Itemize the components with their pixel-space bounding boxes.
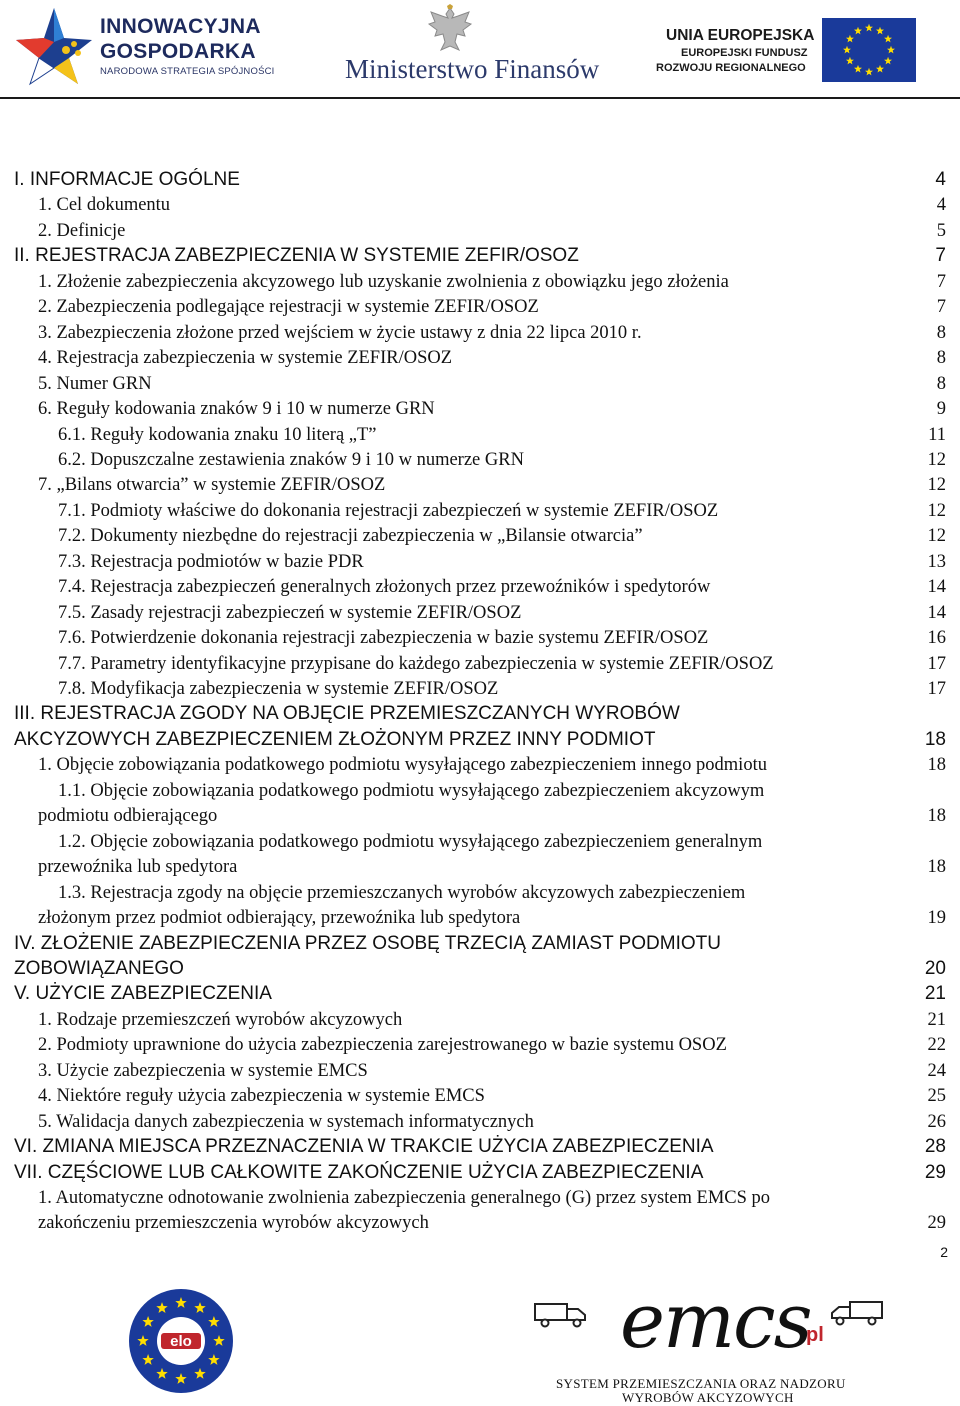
ministry-name: Ministerstwo Finansów — [345, 54, 600, 84]
toc-entry[interactable] — [0, 523, 960, 549]
toc-entry-page: 18 — [927, 857, 946, 878]
toc-entry[interactable] — [0, 498, 960, 524]
toc-entry[interactable] — [0, 269, 960, 295]
toc-entry-page: 4 — [935, 169, 946, 190]
toc-entry[interactable] — [0, 727, 960, 753]
toc-entry[interactable] — [0, 1109, 960, 1135]
toc-entry-title: 7. „Bilans otwarcia” w systemie ZEFIR/OSOZ — [38, 475, 386, 496]
eu-logo-line1: UNIA EUROPEJSKA — [666, 27, 815, 44]
toc-entry[interactable] — [0, 829, 960, 855]
toc-entry-page: 18 — [927, 755, 946, 776]
innovation-logo-line1: INNOWACYJNA — [100, 15, 261, 38]
toc-entry-page: 26 — [927, 1111, 946, 1132]
toc-entry-title: 1. Automatyczne odnotowanie zwolnienia zabezpieczenia generalnego (G) przez system EMCS po — [38, 1188, 771, 1208]
toc-entry-page: 28 — [924, 1136, 946, 1158]
eu-logo-line3: ROZWOJU REGIONALNEGO — [656, 62, 806, 74]
toc-entry-page: 17 — [927, 679, 946, 699]
toc-entry-page: 7 — [935, 245, 946, 267]
page-number: 2 — [940, 1244, 948, 1260]
toc-entry-page: 19 — [927, 908, 946, 929]
toc-entry[interactable] — [0, 320, 960, 346]
toc-entry-title: II. REJESTRACJA ZABEZPIECZENIA W SYSTEMIE ZEFIR/OSOZ — [14, 245, 579, 267]
toc-entry-title: VI. ZMIANA MIEJSCA PRZEZNACZENIA W TRAKCIE UŻYCIA ZABEZPIECZENIA — [14, 1136, 714, 1158]
toc-entry-title: AKCYZOWYCH ZABEZPIECZENIEM ZŁOŻONYM PRZEZ INNY PODMIOT — [14, 728, 656, 750]
toc-entry-page: 24 — [927, 1060, 946, 1081]
toc-entry[interactable] — [0, 192, 960, 218]
toc-entry[interactable] — [0, 931, 960, 957]
toc-entry-title: 6.2. Dopuszczalne zestawienia znaków 9 i 10 w numerze GRN — [58, 449, 524, 470]
toc-entry-title: 7.6. Potwierdzenie dokonania rejestracji zabezpieczenia w bazie systemu ZEFIR/OSOZ — [58, 628, 709, 649]
toc-entry[interactable] — [0, 1007, 960, 1033]
toc-entry-title: 3. Użycie zabezpieczenia w systemie EMCS — [38, 1060, 368, 1081]
toc-entry-page: 16 — [927, 628, 946, 649]
toc-entry-title: VII. CZĘŚCIOWE LUB CAŁKOWITE ZAKOŃCZENIE UŻYCIA ZABEZPIECZENIA — [14, 1161, 704, 1183]
toc-entry-page: 8 — [936, 348, 946, 369]
toc-entry[interactable] — [0, 167, 960, 193]
toc-entry-title: 2. Podmioty uprawnione do użycia zabezpieczenia zarejestrowanego w bazie systemu OSOZ — [38, 1035, 727, 1056]
eu-logo-line2: EUROPEJSKI FUNDUSZ — [681, 47, 808, 59]
toc-entry-page: 18 — [924, 728, 946, 750]
toc-entry[interactable] — [0, 676, 960, 702]
truck-icon — [533, 1300, 589, 1328]
toc-entry-page: 21 — [924, 983, 946, 1005]
toc-entry-title: 1.2. Objęcie zobowiązania podatkowego podmiotu wysyłającego zabezpieczeniem generalnym — [58, 831, 763, 852]
toc-entry-title: 7.2. Dokumenty niezbędne do rejestracji zabezpieczenia w „Bilansie otwarcia” — [58, 526, 643, 547]
toc-entry-title: 7.5. Zasady rejestracji zabezpieczeń w systemie ZEFIR/OSOZ — [58, 602, 522, 623]
toc-entry-title: 1. Złożenie zabezpieczenia akcyzowego lub uzyskanie zwolnienia z obowiązku jego złożenia — [38, 271, 729, 292]
toc-entry[interactable] — [0, 905, 960, 931]
emcs-caption-line1: SYSTEM PRZEMIESZCZANIA ORAZ NADZORU — [556, 1376, 846, 1391]
toc-entry-page: 7 — [936, 271, 946, 292]
toc-entry-page: 29 — [924, 1161, 946, 1183]
elo-label: elo — [170, 1333, 192, 1350]
toc-entry[interactable] — [0, 1032, 960, 1058]
toc-entry[interactable] — [0, 1134, 960, 1160]
toc-entry[interactable] — [0, 574, 960, 600]
toc-entry[interactable] — [0, 218, 960, 244]
toc-entry-title: 4. Niektóre reguły użycia zabezpieczenia w systemie EMCS — [38, 1086, 485, 1107]
toc-entry-title: I. INFORMACJE OGÓLNE — [14, 169, 240, 190]
toc-entry-page: 11 — [928, 424, 946, 445]
toc-entry-page: 12 — [927, 526, 946, 547]
toc-entry-title: 1.3. Rejestracja zgody na objęcie przemieszczanych wyrobów akcyzowych zabezpieczeniem — [58, 882, 746, 903]
document-header — [0, 0, 960, 100]
toc-entry-title: 7.3. Rejestracja podmiotów w bazie PDR — [58, 551, 364, 572]
toc-entry-title: 3. Zabezpieczenia złożone przed wejściem w życie ustawy z dnia 22 lipca 2010 r. — [38, 322, 642, 343]
toc-entry-title: III. REJESTRACJA ZGODY NA OBJĘCIE PRZEMIESZCZANYCH WYROBÓW — [14, 703, 680, 725]
toc-entry[interactable] — [0, 371, 960, 397]
truck-icon — [828, 1298, 884, 1326]
toc-entry-title: 1. Rodzaje przemieszczeń wyrobów akcyzowych — [38, 1009, 403, 1030]
toc-entry-title: zakończeniu przemieszczenia wyrobów akcyzowych — [38, 1213, 429, 1234]
toc-entry-page: 8 — [936, 322, 946, 343]
toc-entry[interactable] — [0, 345, 960, 371]
toc-entry[interactable] — [0, 854, 960, 880]
toc-entry-page: 20 — [924, 957, 946, 979]
toc-entry[interactable] — [0, 472, 960, 498]
toc-entry[interactable] — [0, 447, 960, 473]
toc-entry-page: 12 — [927, 500, 946, 521]
toc-entry-title: 7.1. Podmioty właściwe do dokonania rejestracji zabezpieczeń w systemie ZEFIR/OSOZ — [58, 500, 719, 521]
toc-entry[interactable] — [0, 1185, 960, 1211]
toc-entry-page: 8 — [936, 373, 946, 394]
toc-entry-page: 4 — [936, 195, 946, 216]
toc-entry-title: 1. Cel dokumentu — [38, 195, 171, 216]
toc-entry-page: 12 — [927, 475, 946, 496]
toc-entry[interactable] — [0, 625, 960, 651]
toc-entry-page: 12 — [927, 449, 946, 470]
toc-entry-title: 7.7. Parametry identyfikacyjne przypisane do każdego zabezpieczenia w systemie ZEFIR/OSOZ — [58, 653, 774, 674]
toc-entry-title: 7.4. Rejestracja zabezpieczeń generalnych złożonych przez przewoźników i spedytorów — [58, 577, 711, 598]
emcs-wordmark: emcs — [620, 1276, 811, 1365]
toc-entry-page: 18 — [927, 806, 946, 827]
toc-entry-title: 5. Walidacja danych zabezpieczenia w systemach informatycznych — [38, 1111, 534, 1132]
toc-entry-title: przewoźnika lub spedytora — [38, 857, 238, 878]
toc-entry[interactable] — [0, 422, 960, 448]
toc-entry[interactable] — [0, 1160, 960, 1186]
toc-entry[interactable] — [0, 396, 960, 422]
toc-entry-page: 5 — [936, 220, 946, 241]
header-divider — [0, 97, 960, 99]
toc-entry-title: 1.1. Objęcie zobowiązania podatkowego podmiotu wysyłającego zabezpieczeniem akcyzowym — [58, 780, 765, 801]
toc-entry-title: IV. ZŁOŻENIE ZABEZPIECZENIA PRZEZ OSOBĘ TRZECIĄ ZAMIAST PODMIOTU — [14, 932, 721, 954]
toc-entry-page: 13 — [927, 551, 946, 572]
eu-flag-icon — [822, 18, 916, 82]
toc-entry-title: 2. Definicje — [38, 220, 126, 241]
toc-entry-title: V. UŻYCIE ZABEZPIECZENIA — [14, 983, 272, 1005]
toc-entry-page: 21 — [927, 1009, 946, 1030]
toc-entry-page: 29 — [927, 1213, 946, 1234]
polish-eagle-icon — [425, 4, 475, 56]
emcs-suffix: pl — [806, 1324, 824, 1346]
toc-entry[interactable] — [0, 803, 960, 829]
innovation-logo-line3: NARODOWA STRATEGIA SPÓJNOŚCI — [100, 66, 275, 77]
toc-entry-page: 14 — [927, 602, 946, 623]
toc-entry-title: złożonym przez podmiot odbierający, przewoźnika lub spedytora — [38, 908, 521, 929]
toc-entry-page: 25 — [927, 1086, 946, 1107]
toc-entry[interactable] — [0, 600, 960, 626]
toc-entry[interactable] — [0, 701, 960, 727]
toc-entry[interactable] — [0, 651, 960, 677]
toc-entry[interactable] — [0, 1058, 960, 1084]
toc-entry[interactable] — [0, 243, 960, 269]
toc-entry[interactable] — [0, 1210, 960, 1236]
toc-entry[interactable] — [0, 549, 960, 575]
toc-entry-title: 4. Rejestracja zabezpieczenia w systemie ZEFIR/OSOZ — [38, 348, 453, 369]
toc-entry[interactable] — [0, 294, 960, 320]
toc-entry-title: 2. Zabezpieczenia podlegające rejestracji w systemie ZEFIR/OSOZ — [38, 297, 539, 318]
toc-entry-page: 22 — [927, 1035, 946, 1056]
innovation-star-icon — [14, 6, 94, 86]
toc-entry-page: 14 — [927, 577, 946, 598]
toc-entry[interactable] — [0, 956, 960, 982]
innovation-logo-line2: GOSPODARKA — [100, 40, 256, 63]
toc-entry[interactable] — [0, 1083, 960, 1109]
toc-entry-title: podmiotu odbierającego — [38, 806, 218, 827]
toc-entry-title: 6.1. Reguły kodowania znaku 10 literą „T” — [58, 424, 377, 445]
toc-entry-title: 6. Reguły kodowania znaków 9 i 10 w numerze GRN — [38, 399, 435, 420]
toc-entry-page: 7 — [936, 297, 946, 318]
toc-entry-title: 5. Numer GRN — [38, 373, 152, 394]
toc-entry-page: 9 — [936, 399, 946, 420]
toc-entry-title: 1. Objęcie zobowiązania podatkowego podmiotu wysyłającego zabezpieczeniem innego podmiotu — [38, 755, 767, 776]
toc-entry[interactable] — [0, 778, 960, 804]
toc-entry[interactable] — [0, 981, 960, 1007]
toc-entry-page: 17 — [927, 653, 946, 674]
toc-entry-title: 7.8. Modyfikacja zabezpieczenia w systemie ZEFIR/OSOZ — [58, 679, 499, 699]
toc-entry-title: ZOBOWIĄZANEGO — [14, 957, 184, 979]
toc-entry[interactable] — [0, 880, 960, 906]
eu-star-circle-icon — [128, 1288, 234, 1394]
toc-entry[interactable] — [0, 752, 960, 778]
emcs-caption-line2: WYROBÓW AKCYZOWYCH — [622, 1390, 794, 1405]
